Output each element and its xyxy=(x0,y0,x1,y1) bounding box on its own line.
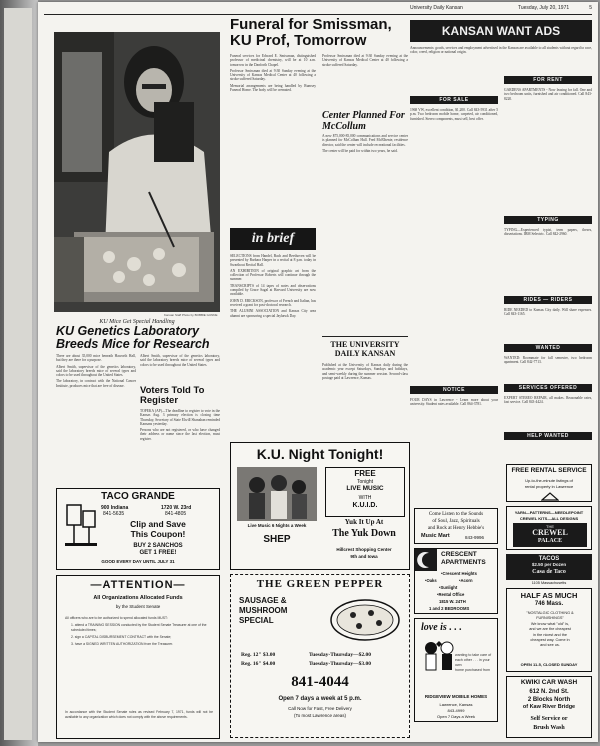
attention-ad xyxy=(56,575,220,739)
love-body1: wanting to take care of xyxy=(455,653,492,657)
in-brief-item5: THE ALUMNI ASSOCIATION and Kansas City area alumni are sponsoring a special Jayhawk Day. xyxy=(230,309,316,318)
genetics-p2-repeat: Albert Smith, supervisor of the genetics laboratory, said the laboratory breeds mice of several types and colors to be used throughout the United States. xyxy=(140,354,220,367)
crewel-name1: THE xyxy=(546,524,554,529)
section-notice: NOTICE xyxy=(410,386,498,394)
genetics-p2: Albert Smith, supervisor of the genetics laboratory, said the laboratory breeds mice of several types and colors to be used throughout the United States. xyxy=(56,364,136,378)
green-pepper-call1: Call Now for Fast, Free Delivery xyxy=(288,706,352,711)
genetics-headline: KU Genetics Laboratory Breeds Mice for Research xyxy=(56,324,210,351)
band-photo-image xyxy=(237,467,317,521)
attention-body2: 1. attend a TRAINING SESSION conducted by the Student Senate Treasurer at one of the scheduled times; xyxy=(71,623,207,632)
funeral-p2: Professor Smissman died at 9:30 Sunday evening at the University of Kansas Medical Center at 40 following a stroke suffered Saturday. xyxy=(230,68,316,82)
special-line1: SAUSAGE & xyxy=(239,596,287,605)
attention-body3: 2. sign a CAPITAL DISBURSEMENT CONTRACT with the Senate; xyxy=(71,635,172,639)
in-brief-item3: TRANSCRIPTS of 14 tapes of notes and observations compiled by Grace Sagal at Harvard University are now available. xyxy=(230,283,316,297)
page-masthead xyxy=(410,5,592,13)
kansan-info-body: Published at the University of Kansas daily during the academic year except Saturdays, Sundays and holidays, and semi-weekly during the summer session. Second-class postage paid at Lawrence, Kansas. xyxy=(322,363,408,380)
in-brief-item2: AN EXHIBITION of original graphic art from the collection of Professor Roberts will continue through the summer. xyxy=(230,268,316,282)
voters-lead: TOPEKA (AP)—The deadline to register to vote in the Kansas Aug. 3 primary election is closing time Thursday, Secretary of State Elwill Shanahan reminded Kansans yesterday. xyxy=(140,409,220,426)
masthead-paper: University Daily Kansan xyxy=(410,5,463,11)
taco-phone1: 841-5635 xyxy=(103,511,125,517)
taco-grande-sign-icon xyxy=(65,503,97,547)
kansan-nameplate: THE UNIVERSITY DAILY KANSAN xyxy=(330,340,400,358)
love-couple-icon xyxy=(421,639,457,673)
crescent-f7: 1 and 2 BEDROOMS xyxy=(429,606,470,611)
live-music-label: LIVE MUSIC xyxy=(346,485,384,492)
genetics-p3: The laboratory, in contract with the National Cancer Institute, produces mice that are free of disease. xyxy=(56,379,136,388)
newspaper-page xyxy=(38,2,598,742)
love-open: Open 7 Days a Week xyxy=(437,714,475,719)
crescent-f3: •Acorn xyxy=(459,578,473,583)
tacos-addr: 1105 Massachusetts xyxy=(531,581,567,585)
half-body xyxy=(513,611,587,659)
music-line3: and Rock at Henry Hebbie's xyxy=(427,526,485,531)
green-pepper-phone: 841-4044 xyxy=(291,674,349,690)
rental-title: FREE RENTAL SERVICE xyxy=(511,467,587,474)
kwiki-addr1: 612 N. 2nd St. xyxy=(529,689,569,695)
crescent-f6: 1815 W. 24TH xyxy=(439,599,466,604)
love-addr: Lawrence, Kansas xyxy=(439,702,473,707)
mice-photo-image xyxy=(54,32,220,312)
section-wanted: WANTED xyxy=(504,344,592,352)
funeral-body-col1 xyxy=(230,54,316,224)
price-reg2: Reg. 16" $4.00 xyxy=(241,661,276,667)
services-text: EXPERT STEREO REPAIR, all makes. Reasonable rates, fast service. Call 843-4424. xyxy=(504,396,592,405)
rental-sub2: rental property in Lawrence xyxy=(524,484,574,489)
half-body5: in the nicest and the xyxy=(533,632,567,637)
special-line3: SPECIAL xyxy=(239,616,274,625)
free-label: FREE xyxy=(354,469,376,478)
crescent-f1: •Crescent Heights xyxy=(441,571,477,576)
funeral-p3: Memorial arrangements are being handled by Rumsey Funeral Home. The body will be cremated. xyxy=(230,83,316,93)
music-mart-ad xyxy=(414,508,498,544)
attention-sub1: All Organizations Allocated Funds xyxy=(93,595,183,601)
shep-label: SHEP xyxy=(263,534,291,545)
half-body6: cheapest way. Come in xyxy=(530,638,570,643)
section-help: HELP WANTED xyxy=(504,432,592,440)
center-headline: Center Planned For McCollum xyxy=(322,110,405,132)
attention-body4: 3. have a SIGNED WRITTEN AUTHORIZATION from the Treasurer. xyxy=(71,642,174,646)
tacos-price: $2.50 per Dozen xyxy=(531,562,567,567)
center-p2: The center will be paid for within two years, he said. xyxy=(322,148,398,153)
crewel-name3: PALACE xyxy=(537,538,563,544)
half-body2: FURNISHINGS" xyxy=(536,616,564,621)
kwiki-addr3: of Kaw River Bridge xyxy=(522,704,576,710)
crewel-logo xyxy=(513,523,587,547)
kwiki-title: KWIKI CAR WASH xyxy=(520,679,578,686)
taco-offer1: Clip and Save xyxy=(130,519,186,529)
tacos-title: TACOS xyxy=(538,556,560,562)
section-services: SERVICES OFFERED xyxy=(504,384,592,392)
attention-sub2: by the Student Senate xyxy=(115,604,161,609)
love-body2: each other . . . in your own xyxy=(455,658,490,667)
kwiki-car-wash-ad xyxy=(506,676,592,738)
yuk-line1: Yuk It Up At xyxy=(344,518,384,526)
voters-headline: Voters Told To Register xyxy=(140,385,205,406)
crescent-ad xyxy=(414,548,498,614)
taco-offer4: GET 1 FREE! xyxy=(139,550,177,556)
taco-offer3: BUY 2 SANCHOS xyxy=(133,543,183,549)
genetics-body-col2 xyxy=(140,354,220,382)
location-line2: 9th and Iowa xyxy=(350,554,378,559)
taco-addr1: 900 Indiana xyxy=(101,505,129,511)
in-brief-item4: JOHN D. ERICKSON, professor of French and Italian, has received a grant for post-doctoral research. xyxy=(230,298,316,307)
price-day2: Tuesday-Thursday—$3.00 xyxy=(309,661,371,667)
taco-addr2: 1720 W. 23rd xyxy=(161,505,192,511)
price-reg1: Reg. 12" $3.00 xyxy=(241,652,276,658)
crescent-name2: APARTMENTS xyxy=(441,559,486,566)
green-pepper-ad xyxy=(230,574,410,738)
half-title1: HALF AS MUCH xyxy=(520,591,578,600)
genetics-body-col1 xyxy=(56,354,136,484)
crewel-line1: YARN—PATTERNS—NEEDLEPOINT xyxy=(514,510,584,515)
masthead-page: 5 xyxy=(589,5,592,11)
tacos-name: Casa de Taco xyxy=(532,569,566,575)
rides-text: RIDE NEEDED to Kansas City daily. Will share expenses. Call 843-1165. xyxy=(504,308,592,317)
taco-name: TACO GRANDE xyxy=(101,491,175,502)
free-rental-ad xyxy=(506,464,592,502)
love-is-ad xyxy=(414,618,498,722)
tonight-label: Tonight xyxy=(356,479,374,485)
half-body3: We know what "old" is, xyxy=(530,621,570,626)
want-ads-banner xyxy=(410,20,592,42)
kansan-info-box xyxy=(322,336,408,437)
taco-grande-ad xyxy=(56,488,220,570)
section-rides: RIDES — RIDERS xyxy=(504,296,592,304)
half-body4: and we are the cheapest xyxy=(529,627,571,632)
want-ads-intro: Announcements: goods, services and employment advertised in the Kansan are available to all students without regard to race, color, creed, religion or national origin. xyxy=(410,46,592,55)
kwiki-addr2: 2 Blocks North xyxy=(527,697,571,703)
typing-text: TYPING—Experienced typist, term papers, theses, dissertations. IBM Selectric. Call 842-2960. xyxy=(504,228,592,237)
pizza-icon xyxy=(327,595,403,645)
in-brief-items xyxy=(230,254,316,436)
section-typing: TYPING xyxy=(504,216,592,224)
tacos-ad xyxy=(506,554,592,580)
yuk-line2: The Yuk Down xyxy=(332,528,396,539)
half-title2: 746 Mass. xyxy=(534,601,564,607)
funeral-body-col2 xyxy=(322,54,408,106)
section-for-sale: FOR SALE xyxy=(410,96,498,104)
funeral-p2-col2: Professor Smissman died at 9:30 Sunday evening at the University of Kansas Medical Center at 40 following a stroke suffered Saturday. xyxy=(322,54,408,67)
for-sale-text: 1968 VW, excellent condition, $1,200. Call 843-5931 after 5 p.m. Two bedroom mobile home, carpeted, air conditioned, furnished. Stereo components, must sell, best offer. xyxy=(410,108,498,121)
attention-title: —ATTENTION— xyxy=(90,579,186,591)
music-line1: Come Listen to the Sounds xyxy=(428,512,484,517)
masthead-date: Tuesday, July 20, 1971 xyxy=(518,5,570,11)
crescent-name1: CRESCENT xyxy=(441,551,477,558)
house-icon xyxy=(541,491,559,501)
attention-body xyxy=(65,616,213,696)
for-rent-text: GARDENS APARTMENTS - Now leasing for fall. One and two bedroom units, furnished and air conditioned. Call 843-8220. xyxy=(504,88,592,101)
with-label: WITH xyxy=(358,495,372,501)
taco-valid: GOOD EVERY DAY UNTIL JULY 31 xyxy=(101,559,175,564)
ku-night-headline: K.U. Night Tonight! xyxy=(256,446,384,462)
half-body1: "NOSTALGIC CLOTHING & xyxy=(526,611,574,615)
center-body xyxy=(322,134,408,332)
voters-p2: Persons who are not registered, or who have changed their address or name since the last election, must register. xyxy=(140,428,220,441)
funeral-headline: Funeral for Smissman, KU Prof, Tomorrow xyxy=(230,16,392,49)
live-music-nights: Live Music 6 Nights a Week xyxy=(247,523,307,528)
taco-offer2: This Coupon! xyxy=(130,529,186,539)
music-line4: Music Mart xyxy=(421,533,450,539)
music-phone: 843-9996 xyxy=(465,535,485,540)
kwiki-service1: Self Service or xyxy=(530,716,568,722)
crewel-name2: CREWEL xyxy=(532,528,568,537)
kwiki-service2: Brush Wash xyxy=(533,725,565,731)
ku-night-ad xyxy=(230,442,410,570)
funeral-lead: Funeral services for Edward E. Smissman, distinguished professor of medicinal chemistry, will be at 10 a.m. tomorrow in the Danforth Chapel. xyxy=(230,54,316,67)
band-name: K.U.I.D. xyxy=(352,502,378,509)
half-open: OPEN 11-5, CLOSED SUNDAY xyxy=(520,662,578,667)
music-line2: of Soul, Jazz, Spirituals xyxy=(432,519,480,524)
facing-page-edge xyxy=(4,8,32,740)
photo-credit-line: Kansan Staff Photo by BOBBIE GUNNE xyxy=(164,313,218,317)
love-title: love is . . . xyxy=(421,622,462,633)
book-spine xyxy=(0,0,38,746)
voters-body xyxy=(140,409,220,485)
in-brief-banner: in brief xyxy=(230,228,316,250)
love-body xyxy=(455,653,495,693)
crescent-logo xyxy=(415,549,437,571)
rental-sub1: Up-to-the-minute listings of xyxy=(525,478,573,483)
green-pepper-name: THE GREEN PEPPER xyxy=(256,578,384,590)
want-ads-title: KANSAN WANT ADS xyxy=(441,24,561,38)
crescent-f5: •Rental Office xyxy=(437,592,465,597)
crescent-f2: •Oaks xyxy=(425,578,437,583)
in-brief-item1: SELECTIONS from Handel, Bach and Beethoven will be presented by Barbara Harper in a recital at 8 p.m. today in Swarthout Recital Hall. xyxy=(230,254,316,267)
photo-caption: KU Mice Get Special Handling xyxy=(99,319,175,325)
crewel-palace-ad xyxy=(506,506,592,550)
price-day1: Tuesday-Thursday—$2.00 xyxy=(309,652,371,658)
crescent-f4: •Sunlight xyxy=(439,585,458,590)
crescent-moon-icon xyxy=(415,549,437,571)
notice-text: FOUR DAYS in Lawrence - Learn more about your university. Student rates available. Call 864-3781. xyxy=(410,398,498,407)
location-line1: Hillcrest Shopping Center xyxy=(336,547,392,552)
half-body7: and see us. xyxy=(540,643,560,648)
green-pepper-hours: Open 7 days a week at 5 p.m. xyxy=(278,696,362,702)
free-live-music-box xyxy=(325,467,405,517)
band-photo xyxy=(237,467,317,521)
attention-footer: In accordance with the Student Senate rules as revised February 7, 1971, funds will not be available to any organization which does not comply with the above requirements. xyxy=(65,710,213,719)
taco-phone2: 841-4805 xyxy=(165,511,187,517)
special-line2: MUSHROOM xyxy=(239,606,288,615)
crewel-line2: CREWEL KITS—ALL DESIGNS xyxy=(519,516,579,521)
classified-col-right xyxy=(504,68,592,462)
love-phone: 843-4999 xyxy=(447,708,465,713)
masthead-rule xyxy=(44,14,592,15)
half-as-much-ad xyxy=(506,588,592,672)
genetics-lead: There are about 35,000 mice beneath Haworth Hall, but they are there for a purpose. xyxy=(56,354,136,363)
wanted-text: WANTED: Roommate for fall semester, two bedroom apartment. Call 842-7713. xyxy=(504,356,592,365)
love-name: RIDGEVIEW MOBILE HOMES xyxy=(424,694,488,699)
section-for-rent: FOR RENT xyxy=(504,76,592,84)
mice-photo xyxy=(54,32,220,312)
love-body3: home purchased from xyxy=(455,668,490,672)
green-pepper-call2: (To most Lawrence areas) xyxy=(293,713,347,718)
attention-body1: All officers who are to be authorized to spend allocated funds MUST: xyxy=(65,616,168,620)
center-lead: A new $75,000-85,000 communications and service center is planned for McCollum Hall. Fred McElhenie, residence director, said the center will include recreational facilities. xyxy=(322,134,408,147)
